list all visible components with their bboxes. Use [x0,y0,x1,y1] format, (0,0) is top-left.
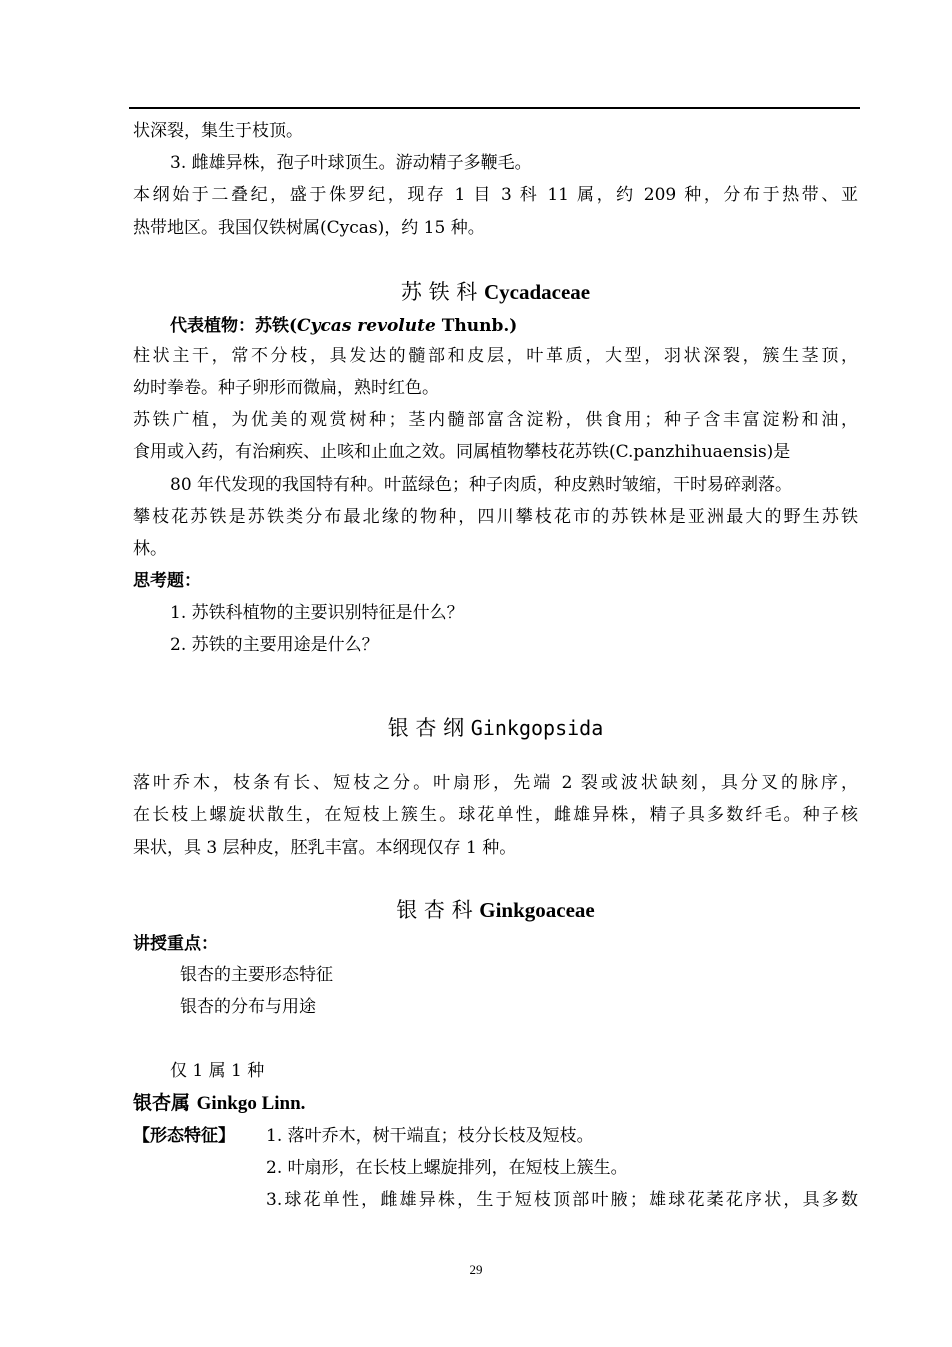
key-point-1: 银杏的主要形态特征 [180,965,333,985]
question-2: 2. 苏铁的主要用途是什么？ [170,635,379,655]
cycas-use-line-5: 林。 [133,539,167,559]
genus-heading [133,1091,305,1116]
morphology-item-1: 1. 落叶乔木，树干端直；枝分长枝及短枝。 [266,1126,594,1146]
cycas-desc-line-1: 柱状主干，常不分枝，具发达的髓部和皮层，叶革质，大型，羽状深裂，簇生茎顶， [133,346,858,366]
class-summary-line-1: 本纲始于二叠纪，盛于侏罗纪，现存 1 目 3 科 11 属，约 209 种，分布于热带、亚 [133,185,858,205]
class-summary-line-2: 热带地区。我国仅铁树属(Cycas)，约 15 种。 [133,218,485,238]
heading-cn: 银 杏 科 [396,898,473,922]
key-points-label: 讲授重点： [133,934,218,954]
heading-latin: Cycadaceae [483,280,591,304]
question-1: 1. 苏铁科植物的主要识别特征是什么？ [170,603,464,623]
cycas-use-line-1: 苏铁广植，为优美的观赏树种；茎内髓部富含淀粉，供食用；种子含丰富淀粉和油， [133,410,858,430]
cycas-desc-line-2: 幼时拳卷。种子卵形而微扁，熟时红色。 [133,378,439,398]
heading-cn: 苏 铁 科 [400,280,478,304]
ginkgoaceae-heading [133,895,858,925]
page-number: 29 [469,1262,483,1277]
ginkgopsida-heading [133,713,858,743]
cycas-use-line-4: 攀枝花苏铁是苏铁类分布最北缘的物种，四川攀枝花市的苏铁林是亚洲最大的野生苏铁 [133,507,858,527]
heading-latin: Ginkgoaceae [479,898,595,922]
ginkgopsida-desc-line-1: 落叶乔木，枝条有长、短枝之分。叶扇形，先端 2 裂或波状缺刻，具分叉的脉序， [133,773,858,793]
list-item-3: 3. 雌雄异株，孢子叶球顶生。游动精子多鞭毛。 [170,153,532,173]
ginkgopsida-desc-line-2: 在长枝上螺旋状散生，在短枝上簇生。球花单性，雌雄异株，精子具多数纤毛。种子核 [133,805,858,825]
heading-latin: Ginkgopsida [470,716,604,740]
morphology-label: 【形态特征】 [133,1126,235,1146]
header-rule [129,107,860,109]
representative-plant: 代表植物：苏铁(Cycas revolute Thunb.) [170,316,518,336]
questions-label: 思考题： [133,571,201,591]
cycadaceae-heading [133,277,858,307]
genus-latin: Ginkgo Linn. [196,1093,306,1114]
ginkgopsida-desc-line-3: 果状，具 3 层种皮，胚乳丰富。本纲现仅存 1 种。 [133,838,517,858]
morphology-item-3: 3.球花单性，雌雄异株，生于短枝顶部叶腋；雄球花葇花序状，具多数 [266,1190,858,1210]
continuation-text: 状深裂，集生于枝顶。 [133,121,303,141]
cycas-use-line-3: 80 年代发现的我国特有种。叶蓝绿色；种子肉质，种皮熟时皱缩，干时易碎剥落。 [170,475,793,495]
key-point-2: 银杏的分布与用途 [180,997,316,1017]
morphology-item-2: 2. 叶扇形，在长枝上螺旋排列，在短枝上簇生。 [266,1158,628,1178]
genus-cn: 银杏属 [133,1092,191,1114]
genus-count: 仅 1 属 1 种 [170,1061,265,1081]
heading-cn: 银 杏 纲 [387,716,465,740]
cycas-use-line-2: 食用或入药，有治痢疾、止咳和止血之效。同属植物攀枝花苏铁(C.panzhihuaensis)是 [133,442,791,462]
